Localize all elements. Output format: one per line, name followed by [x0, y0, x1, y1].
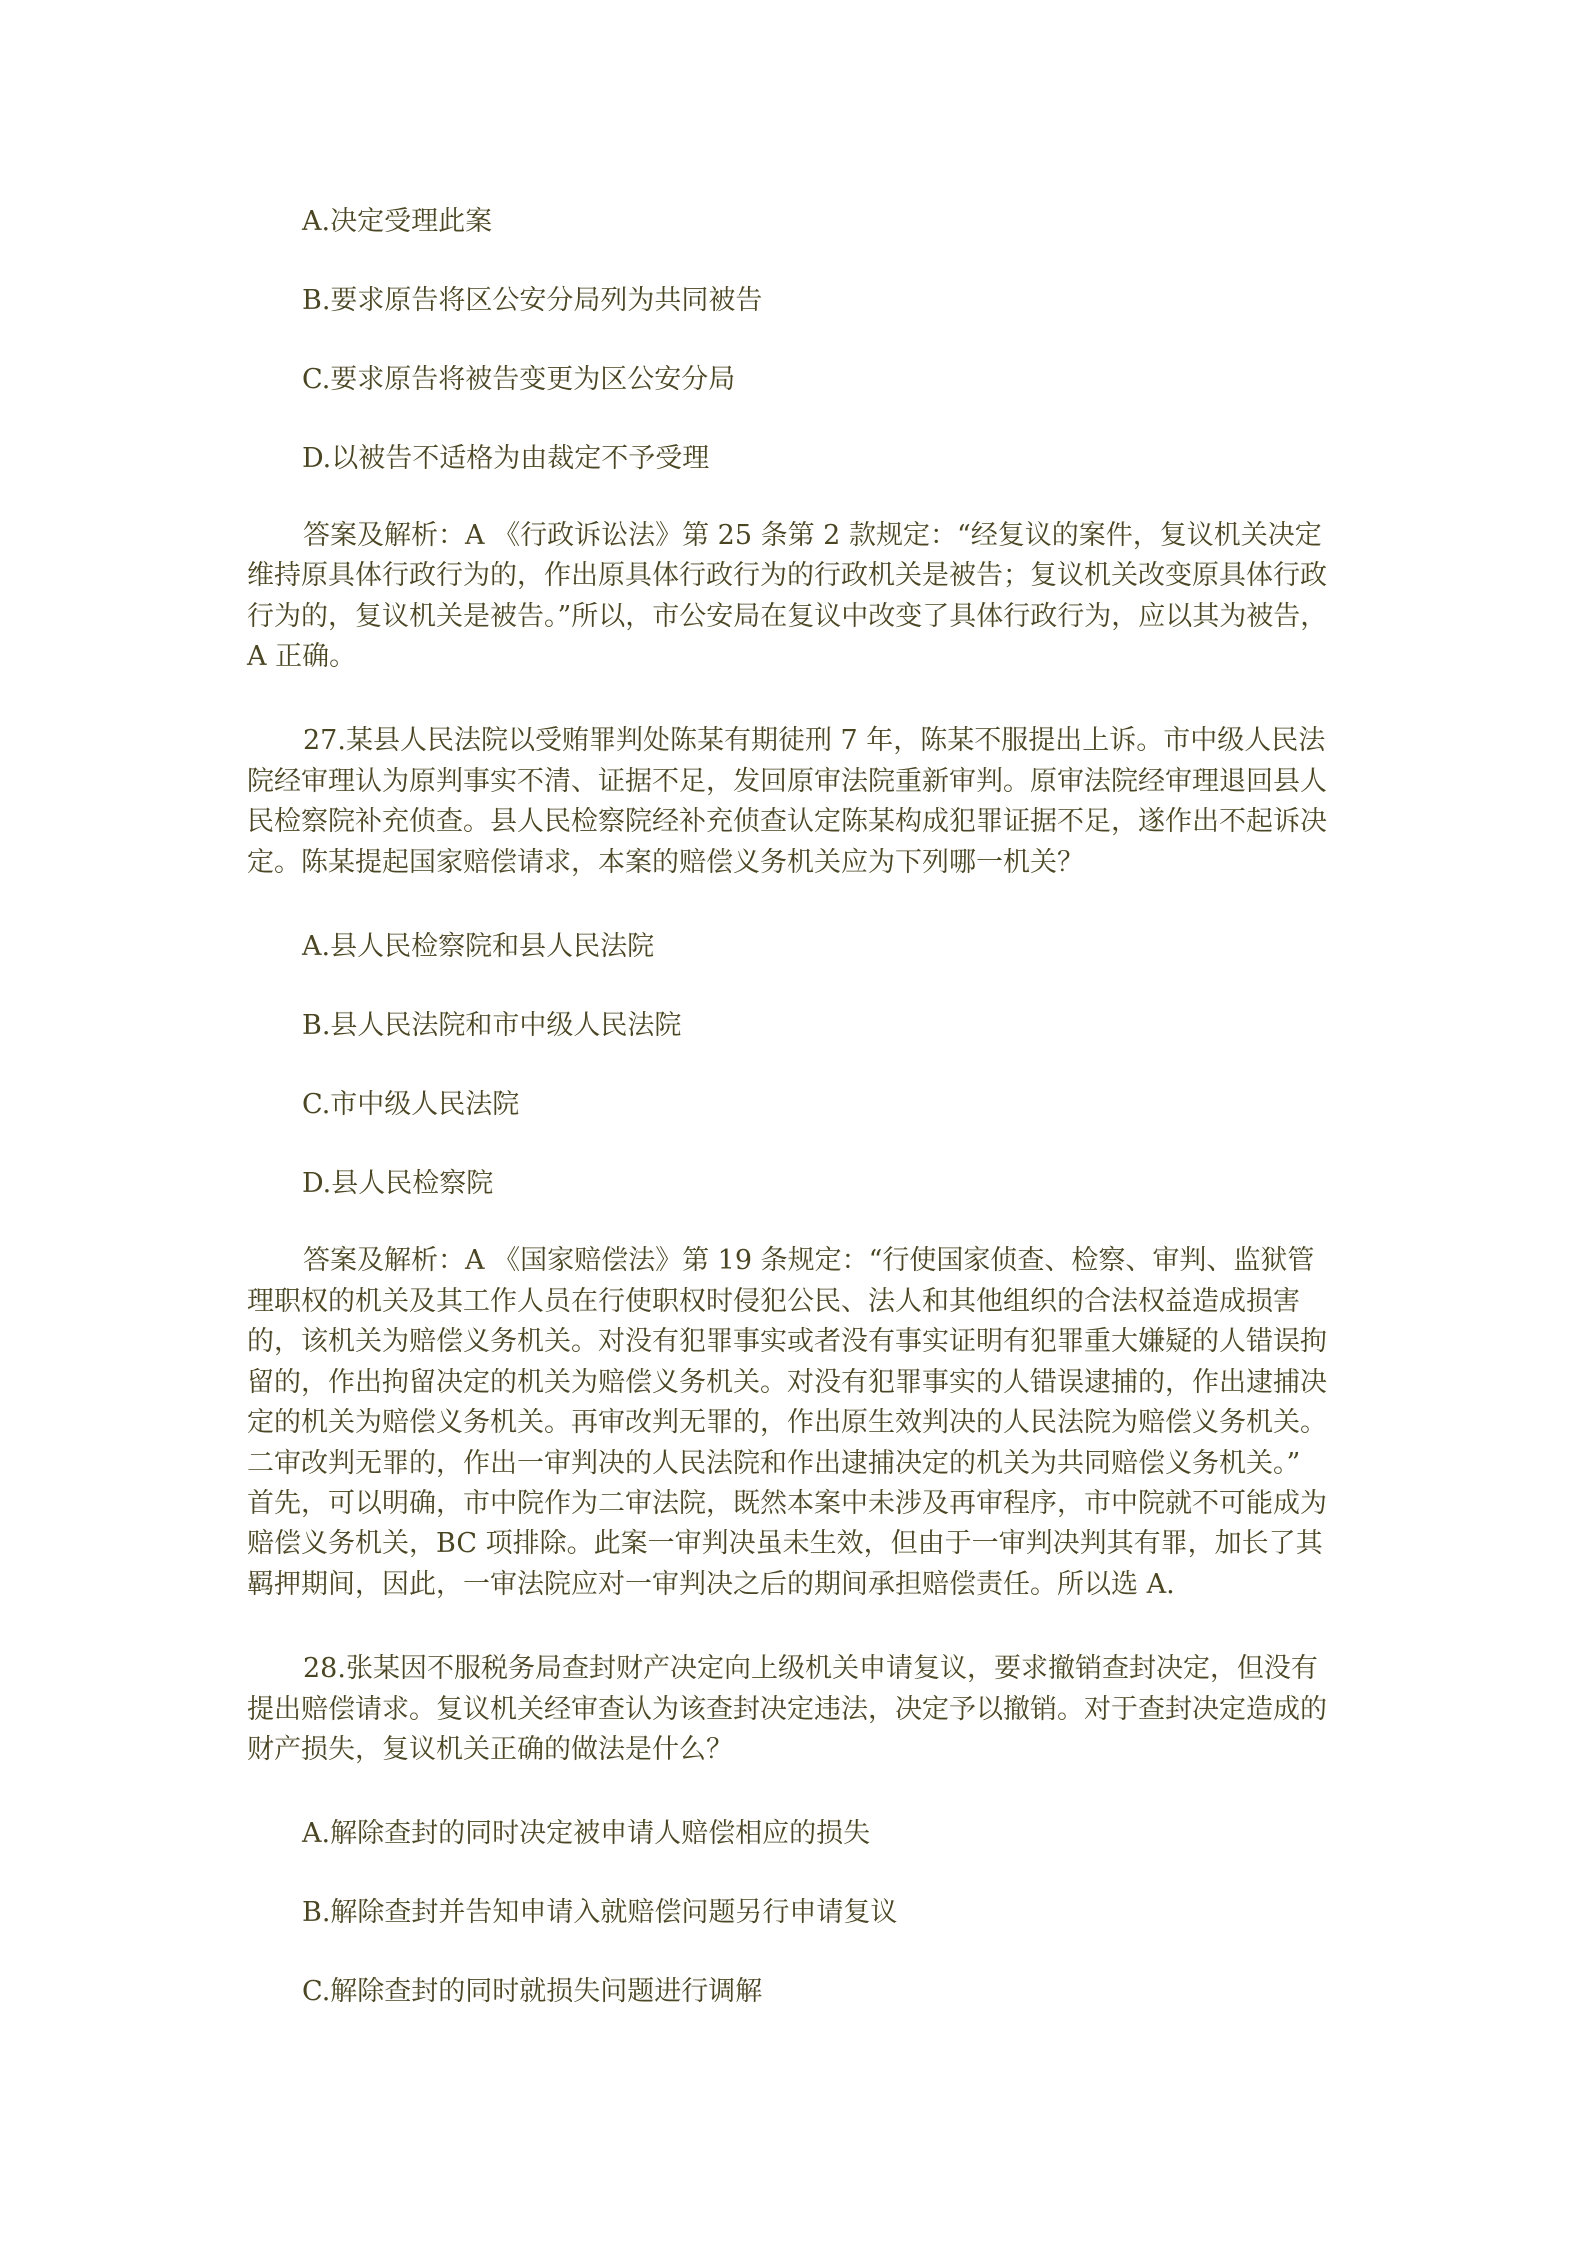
- q27-answer-line: 赔偿义务机关，BC 项排除。此案一审判决虽未生效，但由于一审判决判其有罪，加长了其: [247, 1528, 1323, 1559]
- q27-option-b: B.县人民法院和市中级人民法院: [302, 1010, 682, 1041]
- q27-answer-line: 首先，可以明确，市中院作为二审法院，既然本案中未涉及再审程序，市中院就不可能成为: [247, 1488, 1327, 1519]
- q27-stem-line: 定。陈某提起国家赔偿请求，本案的赔偿义务机关应为下列哪一机关？: [247, 847, 1084, 878]
- q28-option-c: C.解除查封的同时就损失问题进行调解: [302, 1976, 763, 2007]
- q27-option-c: C.市中级人民法院: [302, 1089, 520, 1120]
- q26-answer-line: A 正确。: [247, 641, 357, 672]
- q27-answer-line: 答案及解析：A 《国家赔偿法》第 19 条规定：“行使国家侦查、检察、审判、监狱管: [303, 1245, 1315, 1276]
- q27-option-a: A.县人民检察院和县人民法院: [302, 931, 655, 962]
- q26-answer-line: 维持原具体行政行为的，作出原具体行政行为的行政机关是被告；复议机关改变原具体行政: [247, 560, 1327, 591]
- q27-answer-line: 定的机关为赔偿义务机关。再审改判无罪的，作出原生效判决的人民法院为赔偿义务机关。: [247, 1407, 1327, 1438]
- q26-answer-line: 行为的，复议机关是被告。”所以，市公安局在复议中改变了具体行政行为，应以其为被告，: [247, 601, 1328, 632]
- q28-stem-line: 财产损失，复议机关正确的做法是什么？: [247, 1734, 733, 1765]
- q27-stem-line: 27.某县人民法院以受贿罪判处陈某有期徒刑 7 年，陈某不服提出上诉。市中级人民法: [303, 725, 1326, 756]
- q26-answer-line: 答案及解析：A 《行政诉讼法》第 25 条第 2 款规定：“经复议的案件，复议机关决定: [303, 520, 1322, 551]
- q27-answer-line: 理职权的机关及其工作人员在行使职权时侵犯公民、法人和其他组织的合法权益造成损害: [247, 1286, 1300, 1317]
- q28-stem-line: 提出赔偿请求。复议机关经审查认为该查封决定违法，决定予以撤销。对于查封决定造成的: [247, 1694, 1327, 1725]
- q27-answer-line: 二审改判无罪的，作出一审判决的人民法院和作出逮捕决定的机关为共同赔偿义务机关。”: [247, 1448, 1301, 1479]
- q27-stem-line: 院经审理认为原判事实不清、证据不足，发回原审法院重新审判。原审法院经审理退回县人: [247, 766, 1327, 797]
- q26-option-a: A.决定受理此案: [302, 206, 493, 237]
- q26-option-d: D.以被告不适格为由裁定不予受理: [302, 443, 710, 474]
- q27-stem-line: 民检察院补充侦查。县人民检察院经补充侦查认定陈某构成犯罪证据不足，遂作出不起诉决: [247, 806, 1327, 837]
- q27-answer-line: 羁押期间，因此，一审法院应对一审判决之后的期间承担赔偿责任。所以选 A.: [247, 1569, 1175, 1600]
- q27-answer-line: 的，该机关为赔偿义务机关。对没有犯罪事实或者没有事实证明有犯罪重大嫌疑的人错误拘: [247, 1326, 1327, 1357]
- q28-stem-line: 28.张某因不服税务局查封财产决定向上级机关申请复议，要求撤销查封决定，但没有: [303, 1653, 1318, 1684]
- q26-option-c: C.要求原告将被告变更为区公安分局: [302, 364, 736, 395]
- q26-option-b: B.要求原告将区公安分局列为共同被告: [302, 285, 763, 316]
- q27-option-d: D.县人民检察院: [302, 1168, 494, 1199]
- q28-option-b: B.解除查封并告知申请入就赔偿问题另行申请复议: [302, 1897, 898, 1928]
- q28-option-a: A.解除查封的同时决定被申请人赔偿相应的损失: [302, 1818, 871, 1849]
- q27-answer-line: 留的，作出拘留决定的机关为赔偿义务机关。对没有犯罪事实的人错误逮捕的，作出逮捕决: [247, 1367, 1327, 1398]
